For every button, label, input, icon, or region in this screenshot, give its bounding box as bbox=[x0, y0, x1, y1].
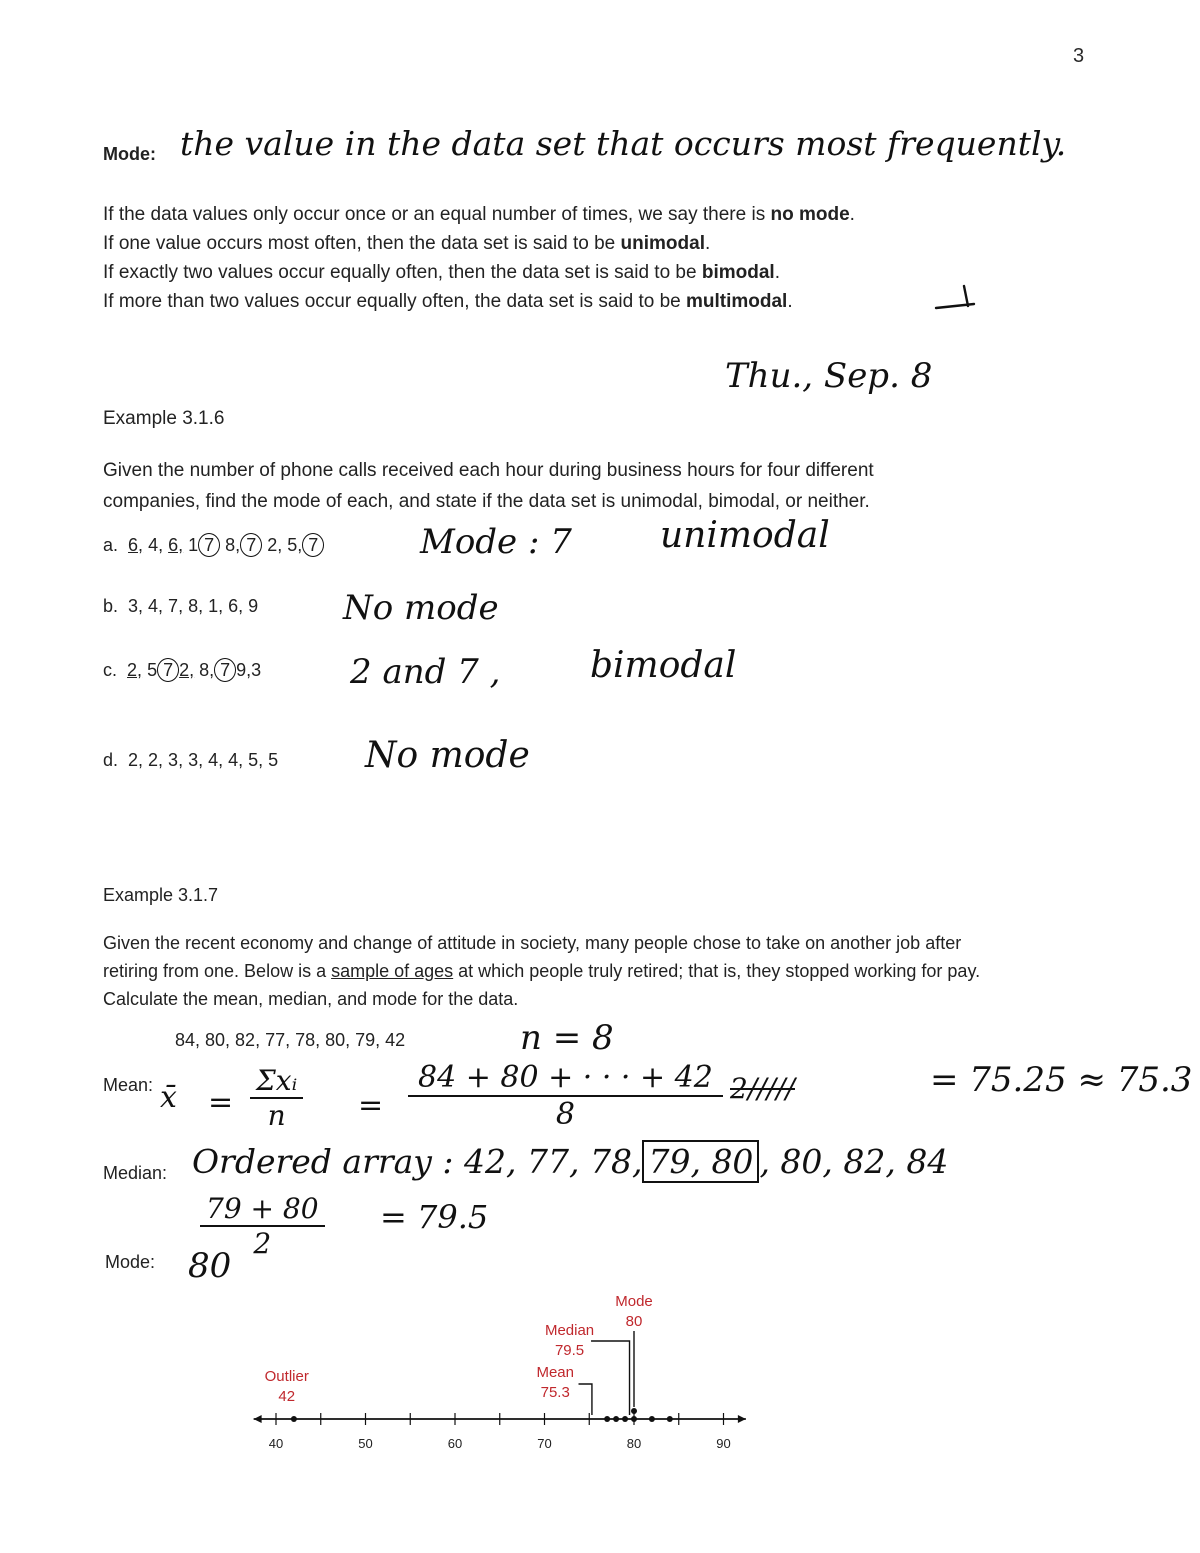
outlier-label: Outlier bbox=[264, 1368, 309, 1385]
data-point bbox=[291, 1416, 297, 1422]
median-annotation-value: 79.5 bbox=[554, 1342, 585, 1359]
tick-label: 60 bbox=[447, 1436, 463, 1451]
item-a: a. 6, 4, 6, 1 7 8, 7 2, 5, 7 bbox=[103, 533, 324, 557]
median-leader-line bbox=[591, 1341, 629, 1415]
left-arrow-icon bbox=[254, 1415, 262, 1423]
tick-label: 90 bbox=[716, 1436, 731, 1451]
median-ordered-array: Ordered array : 42, 77, 78, 79, 80 , 80, 82, 84 bbox=[192, 1142, 949, 1181]
mean-value-fraction: $\frac{84 + 80 + \cdot \cdot \cdot + 42}{8}$ bbox=[408, 1060, 723, 1132]
mode-def-handwritten: the value in the data set that occurs most frequently. bbox=[180, 124, 1067, 163]
mean-sum-fraction: $\frac{\text{Σxᵢ}}{n}$ bbox=[250, 1064, 303, 1132]
mean-scratch: 2///// bbox=[730, 1072, 795, 1105]
mean-annotation-value: 75.3 bbox=[540, 1384, 570, 1401]
example-317-title: Example 3.1.7 bbox=[103, 885, 219, 905]
item-d-answer: No mode bbox=[365, 735, 530, 776]
tick-label: 70 bbox=[537, 1436, 552, 1451]
example-317-data: 84, 80, 82, 77, 78, 80, 79, 42 bbox=[175, 1030, 406, 1050]
circled-value: 7 bbox=[302, 533, 324, 557]
tick-label: 40 bbox=[268, 1436, 284, 1451]
circled-value: 7 bbox=[157, 658, 179, 682]
item-a-answer: Mode : 7 bbox=[420, 522, 572, 562]
rule-line: If the data values only occur once or an equal number of times, we say there is no mode. bbox=[103, 204, 855, 225]
mean-result: = 75.25 ≈ 75.3 bbox=[930, 1060, 1193, 1100]
example-316-title: Example 3.1.6 bbox=[103, 408, 225, 429]
item-c-answer: 2 and 7 , bbox=[350, 652, 501, 692]
median-annotation-label: Median bbox=[544, 1322, 595, 1339]
median-result: = 79.5 bbox=[380, 1198, 489, 1236]
mode-label: Mode: bbox=[105, 1252, 156, 1272]
data-point bbox=[622, 1416, 628, 1422]
example-317-prompt: Given the recent economy and change of attitude in society, many people chose to take on another job after retiring from one. Below is a sample of ages at which people truly retired; that is, they stopped working for pay. Calculate the mean, median, and mode for the data. bbox=[103, 933, 981, 1009]
item-b: b. 3, 4, 7, 8, 1, 6, 9 bbox=[103, 596, 259, 616]
median-fraction: $\frac{79 + 80}{2}$ bbox=[200, 1192, 325, 1260]
data-point bbox=[604, 1416, 610, 1422]
rule-line: If one value occurs most often, then the data set is said to be unimodal. bbox=[103, 233, 711, 254]
mean-equals-2: = bbox=[358, 1088, 384, 1123]
example-316-prompt: Given the number of phone calls received each hour during business hours for four different companies, find the mode of each, and state if the data set is unimodal, bimodal, or neither. bbox=[103, 460, 874, 512]
mean-leader-line bbox=[579, 1384, 592, 1415]
item-c: c. 2, 5 7 2, 8, 7 9,3 bbox=[103, 660, 262, 680]
rule-line: If exactly two values occur equally often, then the data set is said to be bimodal. bbox=[103, 262, 780, 283]
mean-xbar: x̄ bbox=[160, 1080, 177, 1115]
median-label: Median: bbox=[103, 1163, 168, 1183]
circled-value: 7 bbox=[240, 533, 262, 557]
item-d: d. 2, 2, 3, 3, 4, 4, 5, 5 bbox=[103, 750, 279, 770]
data-point bbox=[613, 1416, 619, 1422]
data-point bbox=[631, 1408, 637, 1414]
item-b-answer: No mode bbox=[343, 588, 499, 628]
mode-annotation-label: Mode bbox=[615, 1293, 653, 1310]
n-note: n = 8 bbox=[520, 1018, 614, 1058]
mean-annotation-label: Mean bbox=[536, 1364, 575, 1381]
item-a-type: unimodal bbox=[660, 515, 830, 556]
rule-line: If more than two values occur equally often, the data set is said to be multimodal. bbox=[103, 291, 793, 312]
mode-annotation-value: 80 bbox=[625, 1313, 643, 1330]
circled-value: 7 bbox=[198, 533, 220, 557]
mode-def-label: Mode: bbox=[103, 144, 156, 164]
item-c-type: bimodal bbox=[590, 645, 737, 686]
data-point bbox=[631, 1416, 637, 1422]
data-point bbox=[667, 1416, 673, 1422]
circled-value: 7 bbox=[214, 658, 236, 682]
date-note: Thu., Sep. 8 bbox=[725, 356, 933, 396]
page-number: 3 bbox=[1073, 45, 1085, 67]
right-arrow-icon bbox=[738, 1415, 746, 1423]
tick-label: 50 bbox=[358, 1436, 373, 1451]
data-point bbox=[649, 1416, 655, 1422]
mode-answer: 80 bbox=[188, 1246, 232, 1286]
median-boxed-values: 79, 80 bbox=[642, 1140, 759, 1183]
outlier-value: 42 bbox=[278, 1388, 296, 1405]
mean-equals: = bbox=[208, 1085, 234, 1120]
mean-label: Mean: bbox=[103, 1075, 154, 1095]
tick-label: 80 bbox=[626, 1436, 642, 1451]
